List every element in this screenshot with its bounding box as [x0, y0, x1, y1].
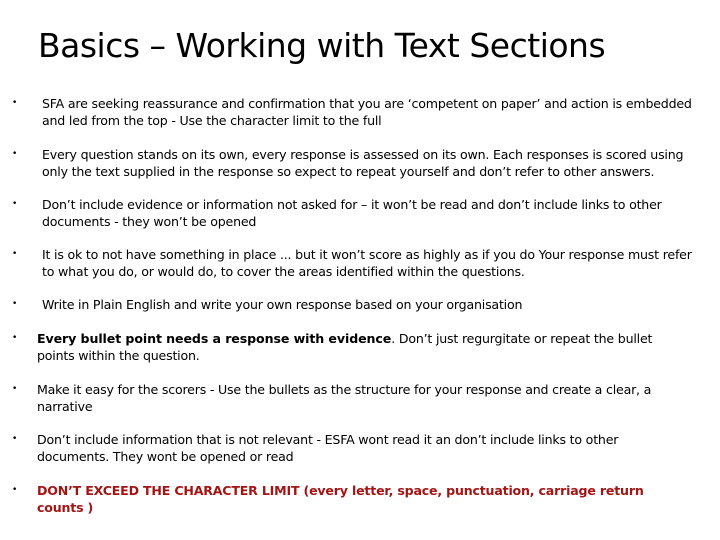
bullet-icon: •	[12, 384, 18, 394]
slide-title: Basics – Working with Text Sections	[38, 26, 606, 65]
bullet-icon: •	[12, 98, 18, 108]
bullet-item	[12, 296, 702, 313]
bullet-text: It is ok to not have something in place ... but it won’t score as highly as if you do Your response must refer to what you do, or would do, to cover the areas identified within the questions.	[42, 247, 692, 279]
bullet-text: Every question stands on its own, every response is assessed on its own. Each responses is scored using only the text supplied in the response so expect to repeat yourself and don’t refer to other answers.	[42, 147, 684, 179]
bullet-text: SFA are seeking reassurance and confirmation that you are ‘competent on paper’ and action is embedded and led from the top - Use the character limit to the full	[42, 96, 692, 128]
bullet-text	[37, 330, 692, 364]
bullet-item	[12, 196, 702, 230]
bullet-icon: •	[12, 485, 18, 495]
bullet-text: Make it easy for the scorers - Use the bullets as the structure for your response and create a clear, a narrative	[37, 382, 652, 414]
bullet-item	[12, 146, 702, 180]
bullet-rest: . Don’t just regurgitate or repeat the bullet points within the question.	[37, 331, 653, 363]
bullet-item	[12, 95, 702, 129]
bullet-item	[12, 381, 702, 415]
bullet-text-warning: DON’T EXCEED THE CHARACTER LIMIT (every letter, space, punctuation, carriage return counts )	[37, 483, 644, 515]
bullet-icon: •	[12, 333, 18, 343]
bullet-lead-bold: Every bullet point needs a response with evidence	[37, 331, 392, 346]
bullet-icon: •	[12, 299, 18, 309]
bullet-text: Don’t include information that is not relevant - ESFA wont read it an don’t include links to other documents. They wont be opened or read	[37, 432, 619, 464]
bullet-item	[12, 330, 702, 364]
bullet-item	[12, 431, 702, 465]
bullet-text: Write in Plain English and write your own response based on your organisation	[42, 297, 523, 312]
bullet-item	[12, 482, 702, 516]
bullet-text: Don’t include evidence or information not asked for – it won’t be read and don’t include links to other documents - they won’t be opened	[42, 197, 662, 229]
bullet-icon: •	[12, 199, 18, 209]
bullet-icon: •	[12, 434, 18, 444]
bullet-item	[12, 246, 702, 280]
bullet-icon: •	[12, 149, 18, 159]
bullet-icon: •	[12, 249, 18, 259]
